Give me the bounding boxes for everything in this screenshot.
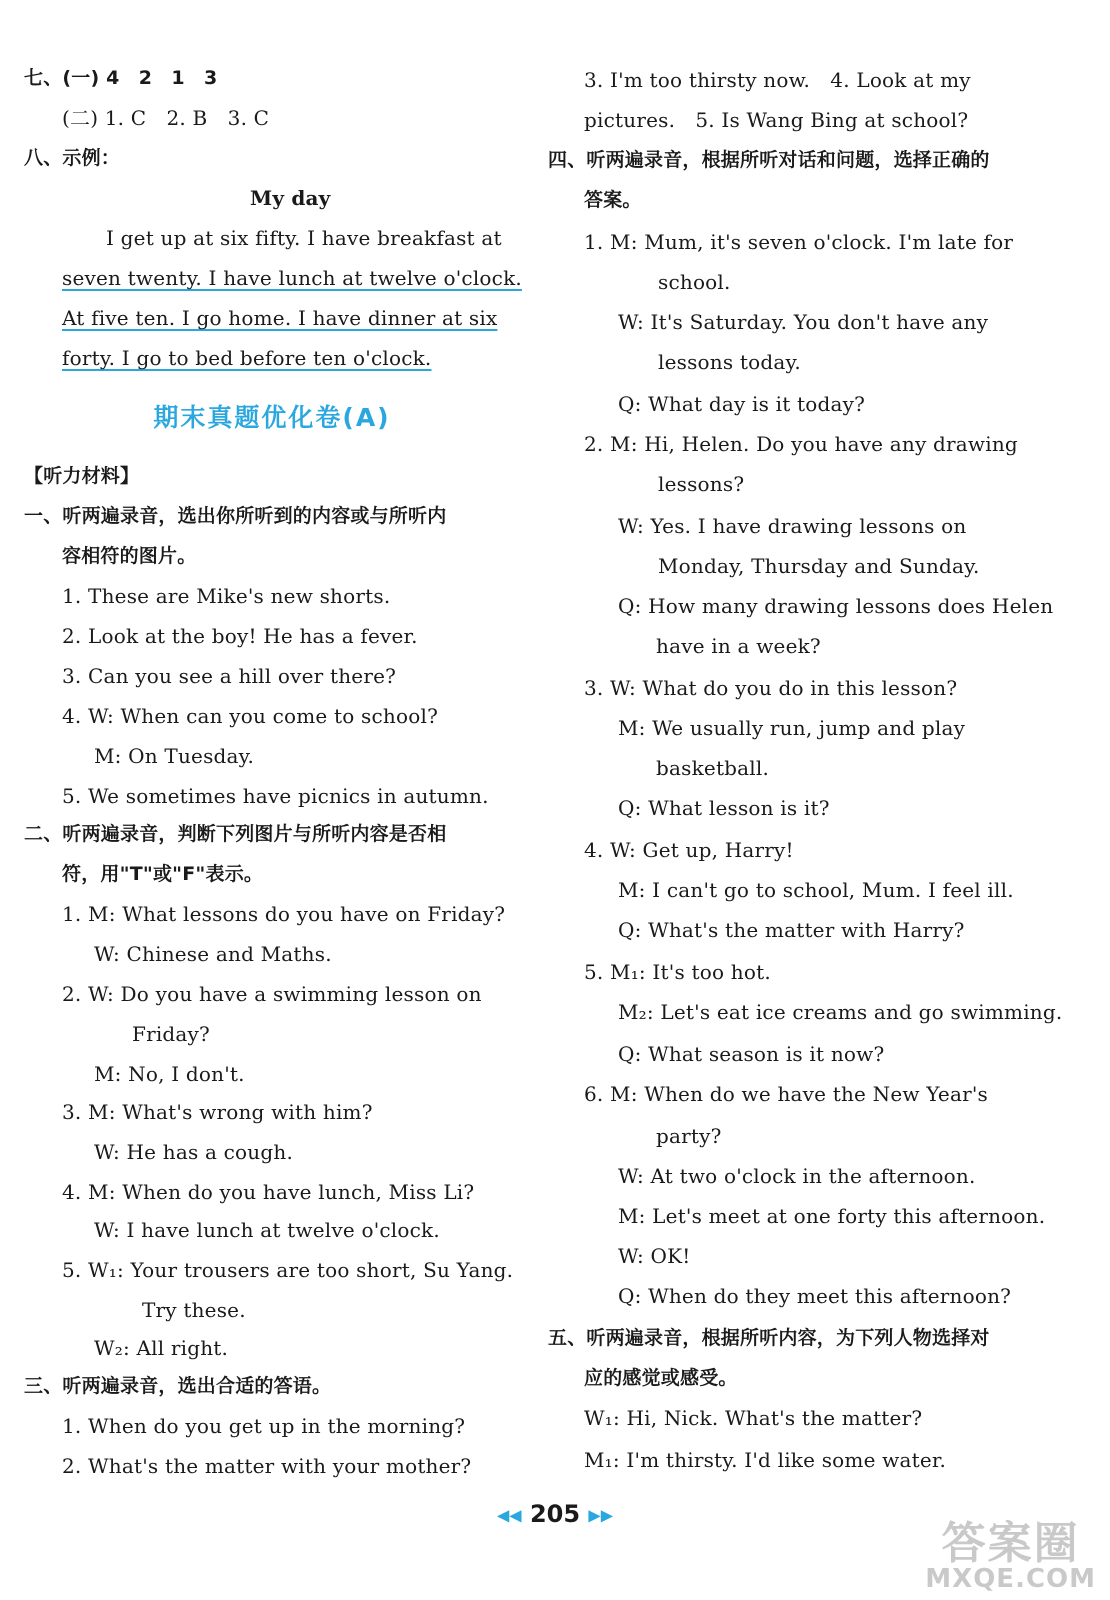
part-4-item: M: Let's meet at one forty this afternoon. — [618, 1204, 1046, 1228]
part-4-instruction-cont: 答案。 — [584, 189, 642, 211]
part-3-item: 2. What's the matter with your mother? — [62, 1454, 472, 1478]
page-number: 205 — [529, 1500, 581, 1528]
part-2-item: W: He has a cough. — [94, 1140, 294, 1164]
answer-line-7: 七、(一) 4 2 1 3 — [24, 67, 218, 89]
part-1-item: 4. W: When can you come to school? — [62, 704, 438, 728]
answer-line-8: 八、示例： — [24, 147, 121, 169]
part-4-item: W: At two o'clock in the afternoon. — [618, 1164, 976, 1188]
part-1-instruction-cont: 容相符的图片。 — [62, 545, 197, 567]
part-3-instruction: 三、听两遍录音，选出合适的答语。 — [24, 1375, 332, 1397]
part-2-item: W: I have lunch at twelve o'clock. — [94, 1218, 440, 1242]
part-4-item: basketball. — [656, 756, 770, 780]
part-2-item: 1. M: What lessons do you have on Friday? — [62, 902, 506, 926]
part-1-item: 1. These are Mike's new shorts. — [62, 584, 391, 608]
part-1-item: 2. Look at the boy! He has a fever. — [62, 624, 418, 648]
answer-line-7-2: (二) 1. C 2. B 3. C — [62, 106, 270, 130]
part-4-item: Q: What season is it now? — [618, 1042, 885, 1066]
part-5-instruction-cont: 应的感觉或感受。 — [584, 1367, 738, 1389]
part-2-item: M: No, I don't. — [94, 1062, 245, 1086]
part-3-item: 3. I'm too thirsty now. 4. Look at my — [584, 68, 971, 92]
essay-line-1: I get up at six fifty. I have breakfast at — [106, 226, 502, 250]
part-4-item: 6. M: When do we have the New Year's — [584, 1082, 989, 1106]
part-4-item: school. — [658, 270, 731, 294]
part-4-item: M: We usually run, jump and play — [618, 716, 966, 740]
part-4-item: Q: How many drawing lessons does Helen — [618, 594, 1054, 618]
essay-line-4: forty. I go to bed before ten o'clock. — [62, 346, 432, 370]
part-1-instruction: 一、听两遍录音，选出你所听到的内容或与所听内 — [24, 505, 447, 527]
part-4-item: M₂: Let's eat ice creams and go swimming. — [618, 1000, 1063, 1024]
part-4-item: lessons? — [658, 472, 745, 496]
part-4-item: Q: What lesson is it? — [618, 796, 830, 820]
part-3-item: pictures. 5. Is Wang Bing at school? — [584, 108, 969, 132]
part-4-item: lessons today. — [658, 350, 801, 374]
part-4-item: Q: What day is it today? — [618, 392, 866, 416]
next-arrows-icon: ▶▶ — [588, 1505, 614, 1525]
part-2-item: Friday? — [132, 1022, 210, 1046]
part-4-item: Q: What's the matter with Harry? — [618, 918, 965, 942]
part-4-item: 1. M: Mum, it's seven o'clock. I'm late for — [584, 230, 1014, 254]
watermark-logo — [925, 1518, 1096, 1594]
part-5-instruction: 五、听两遍录音，根据所听内容，为下列人物选择对 — [548, 1327, 990, 1349]
part-4-item: Q: When do they meet this afternoon? — [618, 1284, 1012, 1308]
part-1-item: 5. We sometimes have picnics in autumn. — [62, 784, 489, 808]
part-2-instruction-cont: 符，用"T"或"F"表示。 — [62, 863, 264, 885]
part-4-item: Monday, Thursday and Sunday. — [658, 554, 980, 578]
part-2-instruction: 二、听两遍录音，判断下列图片与所听内容是否相 — [24, 823, 447, 845]
part-1-item: 3. Can you see a hill over there? — [62, 664, 397, 688]
part-4-item: have in a week? — [656, 634, 821, 658]
essay-title: My day — [250, 186, 331, 210]
part-2-item: W: Chinese and Maths. — [94, 942, 332, 966]
part-1-item: M: On Tuesday. — [94, 744, 255, 768]
part-4-item: M: I can't go to school, Mum. I feel ill. — [618, 878, 1014, 902]
part-4-item: 3. W: What do you do in this lesson? — [584, 676, 958, 700]
part-4-item: 5. M₁: It's too hot. — [584, 960, 771, 984]
part-4-item: W: It's Saturday. You don't have any — [618, 310, 989, 334]
part-2-item: 4. M: When do you have lunch, Miss Li? — [62, 1180, 475, 1204]
part-5-item: M₁: I'm thirsty. I'd like some water. — [584, 1448, 947, 1472]
part-3-item: 1. When do you get up in the morning? — [62, 1414, 466, 1438]
listening-heading: 【听力材料】 — [24, 465, 140, 487]
essay-line-2: seven twenty. I have lunch at twelve o'clock. — [62, 266, 522, 290]
essay-line-3: At five ten. I go home. I have dinner at six — [62, 306, 498, 330]
part-2-item: Try these. — [142, 1298, 246, 1322]
prev-arrows-icon: ◀◀ — [496, 1505, 522, 1525]
watermark-text: 答案圈 — [941, 1518, 1080, 1569]
part-4-item: 2. M: Hi, Helen. Do you have any drawing — [584, 432, 1018, 456]
part-4-item: W: OK! — [618, 1244, 691, 1268]
part-5-item: W₁: Hi, Nick. What's the matter? — [584, 1406, 923, 1430]
part-2-item: 3. M: What's wrong with him? — [62, 1100, 373, 1124]
part-2-item: 5. W₁: Your trousers are too short, Su Yang. — [62, 1258, 514, 1282]
watermark-url: MXQE.COM — [925, 1564, 1096, 1594]
part-4-item: party? — [656, 1124, 722, 1148]
part-4-item: W: Yes. I have drawing lessons on — [618, 514, 967, 538]
section-title: 期末真题优化卷(A) — [153, 403, 391, 432]
part-2-item: 2. W: Do you have a swimming lesson on — [62, 982, 482, 1006]
part-4-item: 4. W: Get up, Harry! — [584, 838, 794, 862]
part-2-item: W₂: All right. — [94, 1336, 229, 1360]
part-4-instruction: 四、听两遍录音，根据所听对话和问题，选择正确的 — [548, 149, 990, 171]
